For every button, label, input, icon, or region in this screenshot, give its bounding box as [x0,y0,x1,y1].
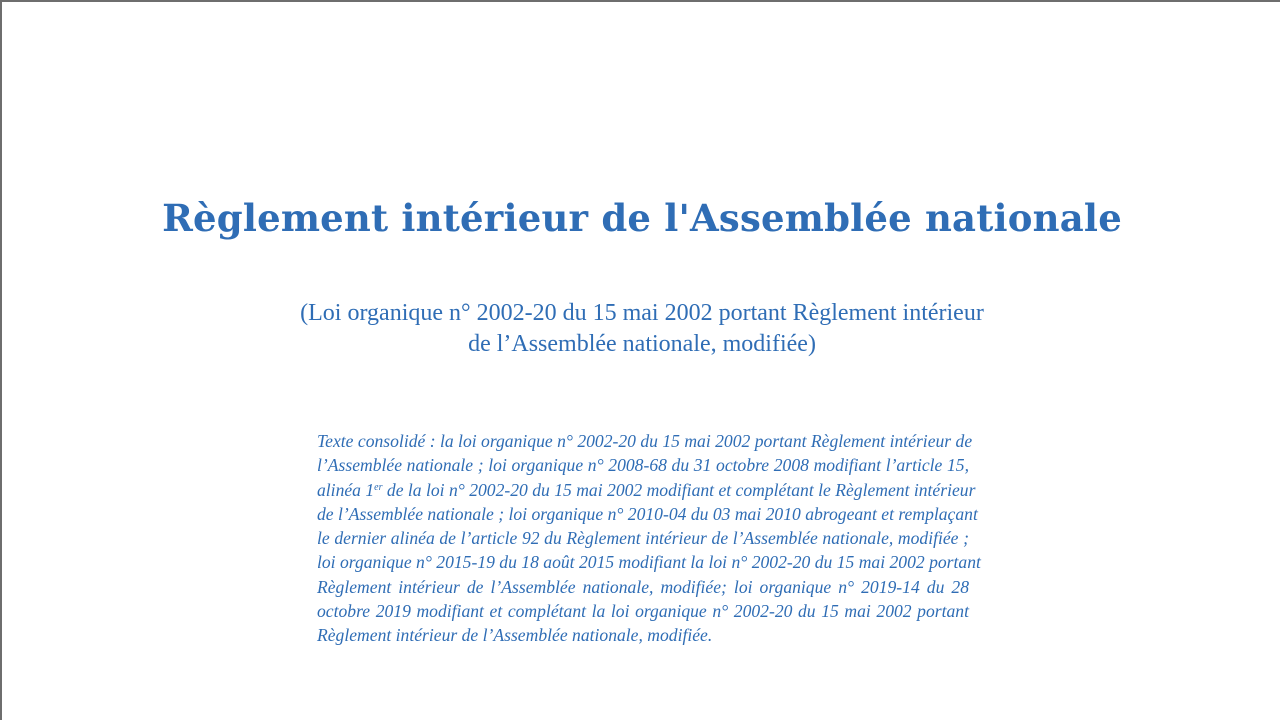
note-line: de l’Assemblée nationale ; loi organique n° 2010-04 du 03 mai 2010 abrogeant et remplaçant [317,503,978,524]
note-line-part: de la loi n° 2002-20 du 15 mai 2002 modifiant et complétant le Règlement intérieur [382,479,976,500]
ordinal-superscript: er [374,481,383,493]
subtitle-line: de l’Assemblée nationale, modifiée) [468,331,816,357]
note-line: l’Assemblée nationale ; loi organique n° 2008-68 du 31 octobre 2008 modifiant l’article 15, [317,455,969,476]
note-line: Texte consolidé : la loi organique n° 2002-20 du 15 mai 2002 portant Règlement intérieur de [317,431,973,451]
note-line: le dernier alinéa de l’article 92 du Règlement intérieur de l’Assemblée nationale, modifiée ; [317,528,969,549]
consolidated-text-note [317,429,981,648]
note-line: Règlement intérieur de l’Assemblée nationale, modifiée. [317,625,713,646]
note-line: octobre 2019 modifiant et complétant la loi organique n° 2002-20 du 15 mai 2002 portant [317,601,969,622]
document-subtitle [2,298,1280,360]
note-line-part: alinéa 1 [317,479,375,500]
note-line: loi organique n° 2015-19 du 18 août 2015 modifiant la loi n° 2002-20 du 15 mai 2002 portant [317,552,981,573]
note-line [317,478,976,502]
document-title: Règlement intérieur de l'Assemblée nationale [162,196,1122,240]
note-line: Règlement intérieur de l’Assemblée nationale, modifiée; loi organique n° 2019-14 du 28 [317,576,969,597]
subtitle-line: (Loi organique n° 2002-20 du 15 mai 2002 portant Règlement intérieur [300,300,984,326]
